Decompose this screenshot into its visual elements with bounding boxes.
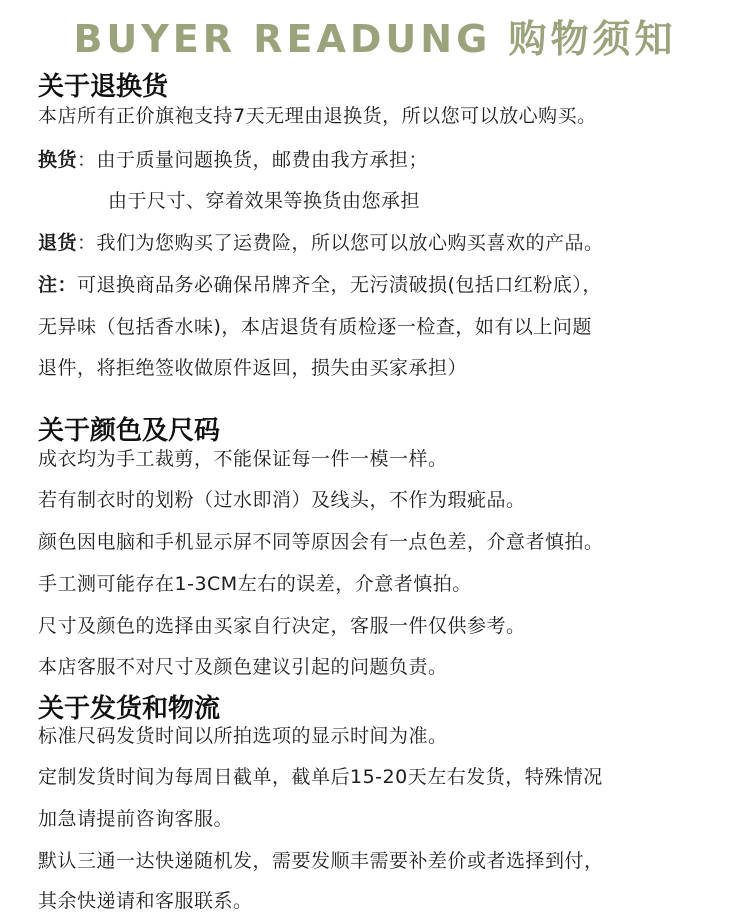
note-label: 注： — [38, 274, 78, 296]
note-line-1: 可退换商品务必确保吊牌齐全，无污渍破损(包括口红粉底）， — [77, 274, 602, 296]
color-size-line: 尺寸及颜色的选择由买家自行决定，客服一件仅供参考。 — [38, 615, 526, 637]
color-size-line: 成衣均为手工裁剪，不能保证每一件一模一样。 — [38, 448, 448, 470]
returns-section-title: 关于退换货 — [38, 72, 169, 102]
shipping-line: 加急请提前咨询客服。 — [38, 808, 234, 830]
shipping-section-title: 关于发货和物流 — [38, 694, 221, 724]
refund-separator: ： — [77, 232, 97, 254]
refund-text: 我们为您购买了运费险，所以您可以放心购买喜欢的产品。 — [96, 232, 604, 254]
returns-intro: 本店所有正价旗袍支持7天无理由退换货，所以您可以放心购买。 — [38, 105, 597, 127]
exchange-row — [38, 148, 428, 172]
exchange-text-2: 由于尺寸、穿着效果等换货由您承担 — [108, 190, 421, 212]
shipping-line: 默认三通一达快递随机发，需要发顺丰需要补差价或者选择到付， — [38, 850, 604, 872]
shipping-line: 定制发货时间为每周日截单，截单后15-20天左右发货，特殊情况 — [38, 766, 603, 788]
note-line-2: 无异味（包括香水味)，本店退货有质检逐一检查，如有以上问题 — [38, 316, 592, 338]
shipping-line: 标准尺码发货时间以所拍选项的显示时间为准。 — [38, 725, 448, 747]
exchange-separator: ： — [77, 149, 97, 171]
page-banner: BUYER READUNG 购物须知 — [73, 17, 677, 61]
note-row — [38, 273, 602, 297]
color-size-section-title: 关于颜色及尺码 — [38, 416, 221, 446]
shipping-line: 其余快递请和客服联系。 — [38, 890, 253, 912]
color-size-line: 颜色因电脑和手机显示屏不同等原因会有一点色差，介意者慎拍。 — [38, 531, 604, 553]
color-size-line: 本店客服不对尺寸及颜色建议引起的问题负责。 — [38, 656, 448, 678]
color-size-line: 手工测可能存在1-3CM左右的误差，介意者慎拍。 — [38, 573, 472, 595]
exchange-label: 换货 — [38, 149, 78, 171]
refund-row — [38, 231, 604, 255]
refund-label: 退货 — [38, 232, 78, 254]
note-line-3: 退件，将拒绝签收做原件返回，损失由买家承担） — [38, 357, 468, 379]
exchange-text: 由于质量问题换货，邮费由我方承担； — [96, 149, 429, 171]
color-size-line: 若有制衣时的划粉（过水即消）及线头，不作为瑕疵品。 — [38, 489, 526, 511]
